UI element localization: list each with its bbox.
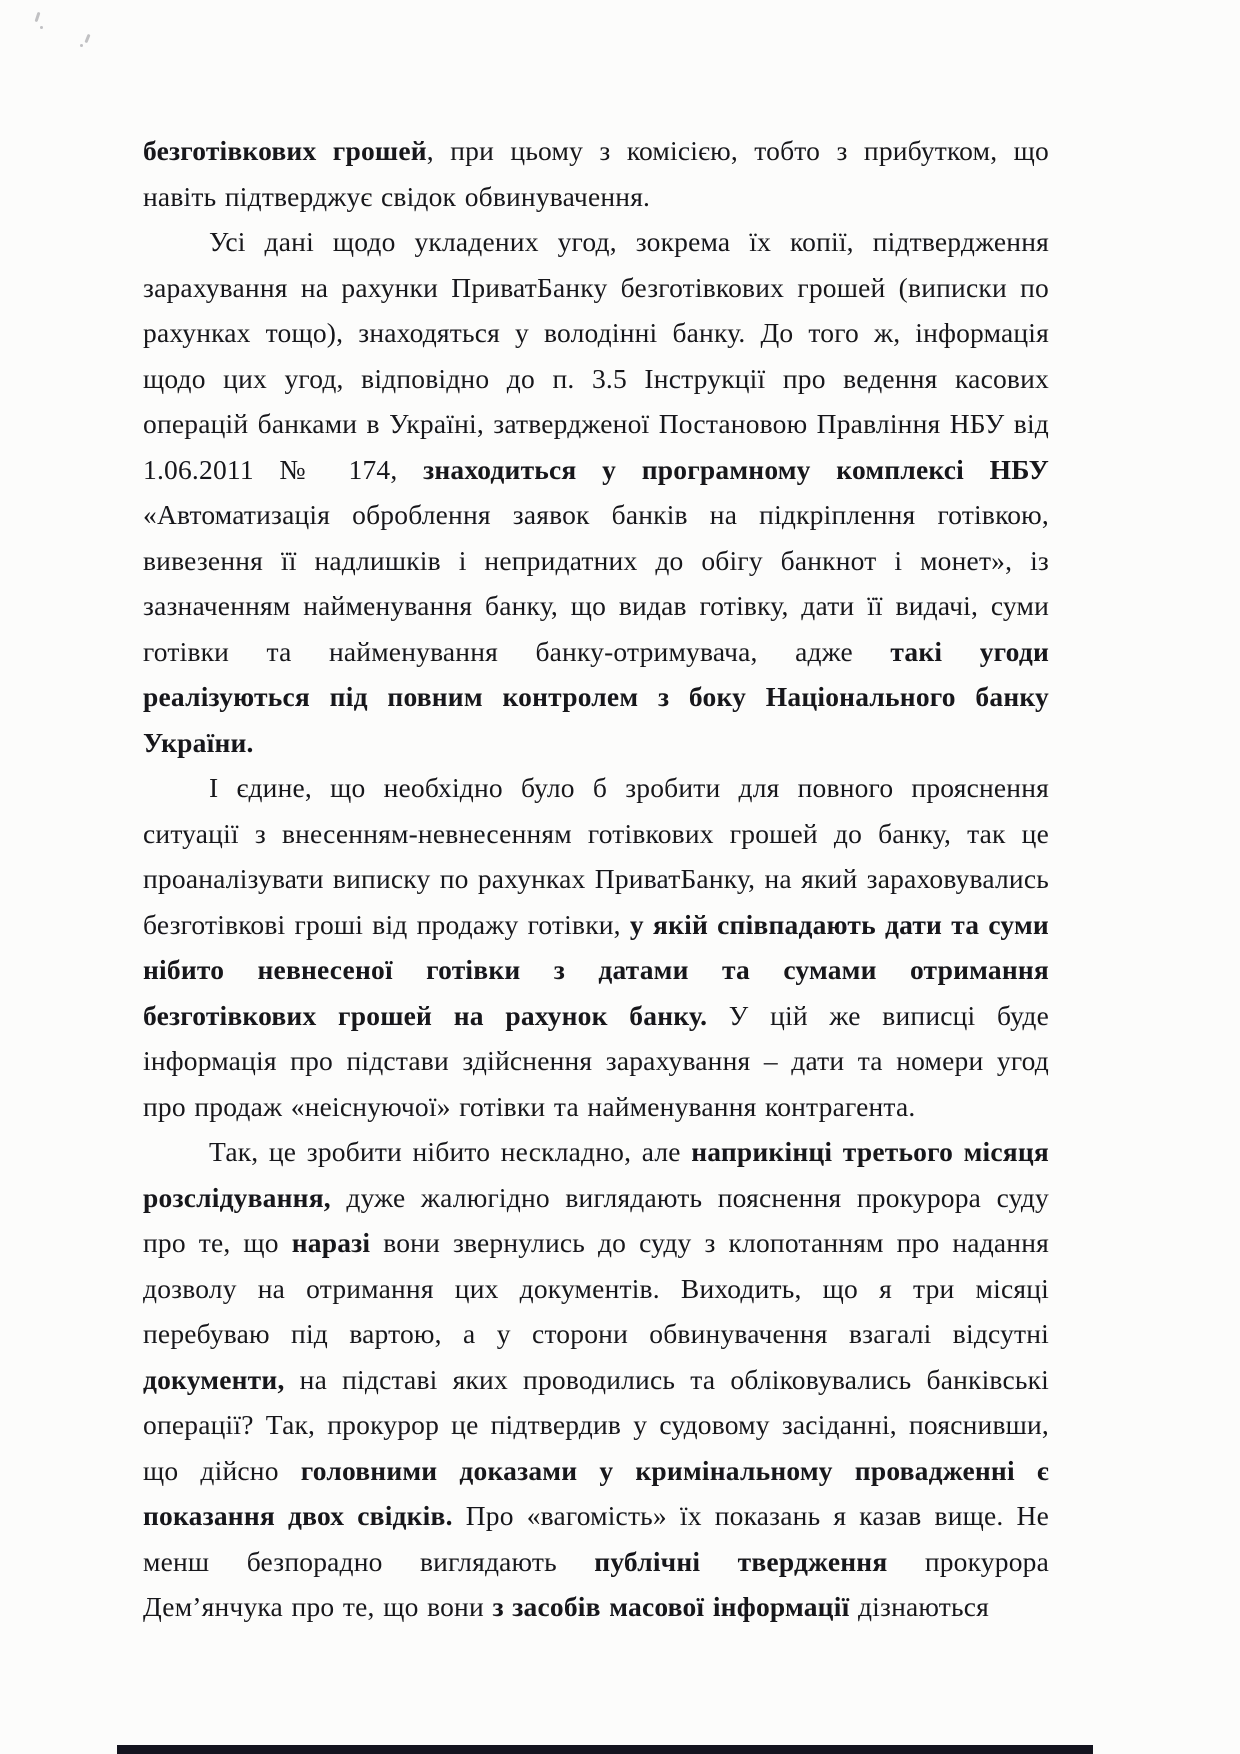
bold-text-run: наразі	[291, 1227, 371, 1258]
paragraph	[143, 219, 1049, 765]
paragraph	[143, 765, 1049, 1129]
text-run: І єдине, що необхідно було б зробити для повного прояснення ситуації з внесенням-невнесенням готівкових грошей до банку, так це проаналізувати виписку по рахунках ПриватБанку, на який зараховувались безготівкові гроші від продажу готівки,	[143, 772, 1049, 940]
text-run: Так, це зробити нібито нескладно, але	[209, 1136, 692, 1167]
scan-artifact-mark	[40, 26, 43, 29]
bold-text-run: знаходиться у програмному комплексі НБУ	[423, 453, 1049, 485]
bold-text-run: наприкінці третього місяця розслідування,	[143, 1136, 1050, 1213]
bold-text-run: у якій співпадають дати та суми нібито невнесеної готівки з датами та сумами отримання безготівкових грошей на рахунок банку.	[143, 908, 1049, 1031]
text-run: «Автоматизація оброблення заявок банків на підкріплення готівкою, вивезення її надлишків і непридатних до обігу банкнот і монет», із зазначенням найменування банку, що видав готівку, дати її видачі, суми готівки та найменування банку-отримувача, адже	[143, 499, 1049, 667]
text-run: У цій же виписці буде інформація про підстави здійснення зарахування – дати та номери угод про продаж «неіснуючої» готівки та найменування контрагента.	[143, 999, 1049, 1122]
bold-text-run: документи,	[143, 1363, 285, 1395]
scan-artifact-mark	[84, 34, 90, 43]
text-run: дуже жалюгідно виглядають пояснення прокурора суду про те, що	[143, 1181, 1049, 1258]
scan-artifact-mark	[80, 44, 83, 47]
text-run: Усі дані щодо укладених угод, зокрема їх копії, підтвердження зарахування на рахунки ПриватБанку безготівкових грошей (виписки по рахунках тощо), знаходяться у володінні банку. До того ж, інформація щодо цих угод, відповідно до п. 3.5 Інструкції про ведення касових операцій банками в Україні, затвердженої Постановою Правління НБУ від 1.06.2011 № 174,	[143, 226, 1049, 485]
scan-artifact-bottom-bar	[117, 1745, 1093, 1754]
bold-text-run: головними доказами у кримінальному провадженні є показання двох свідків.	[143, 1454, 1049, 1531]
text-run: , при цьому з комісією, тобто з прибутком, що навіть підтверджує свідок обвинувачення.	[143, 135, 1049, 212]
bold-text-run: такі угоди реалізуються під повним контролем з боку Національного банку України.	[143, 635, 1049, 758]
text-run: прокурора Дем’янчука про те, що вони	[143, 1545, 1050, 1622]
bold-text-run: з засобів масової інформації	[492, 1591, 850, 1622]
text-run: вони звернулись до суду з клопотанням про надання дозволу на отримання цих документів. Виходить, що я три місяці перебуваю під вартою, а у сторони обвинувачення взагалі відсутні	[143, 1227, 1049, 1349]
paragraph	[143, 1129, 1049, 1630]
bold-text-run: безготівкових грошей	[143, 135, 427, 166]
text-run: дізнаються	[849, 1591, 989, 1622]
text-run: на підставі яких проводились та обліковувались банківські операції? Так, прокурор це підтвердив у судовому засіданні, пояснивши, що дійсно	[143, 1363, 1049, 1486]
document-text-block	[143, 128, 1049, 1630]
scan-artifact-mark	[35, 12, 41, 22]
paragraph	[143, 128, 1049, 219]
bold-text-run: публічні твердження	[594, 1545, 888, 1577]
text-run: Про «вагомість» їх показань я казав вище. Не менш безпорадно виглядають	[143, 1500, 1049, 1577]
